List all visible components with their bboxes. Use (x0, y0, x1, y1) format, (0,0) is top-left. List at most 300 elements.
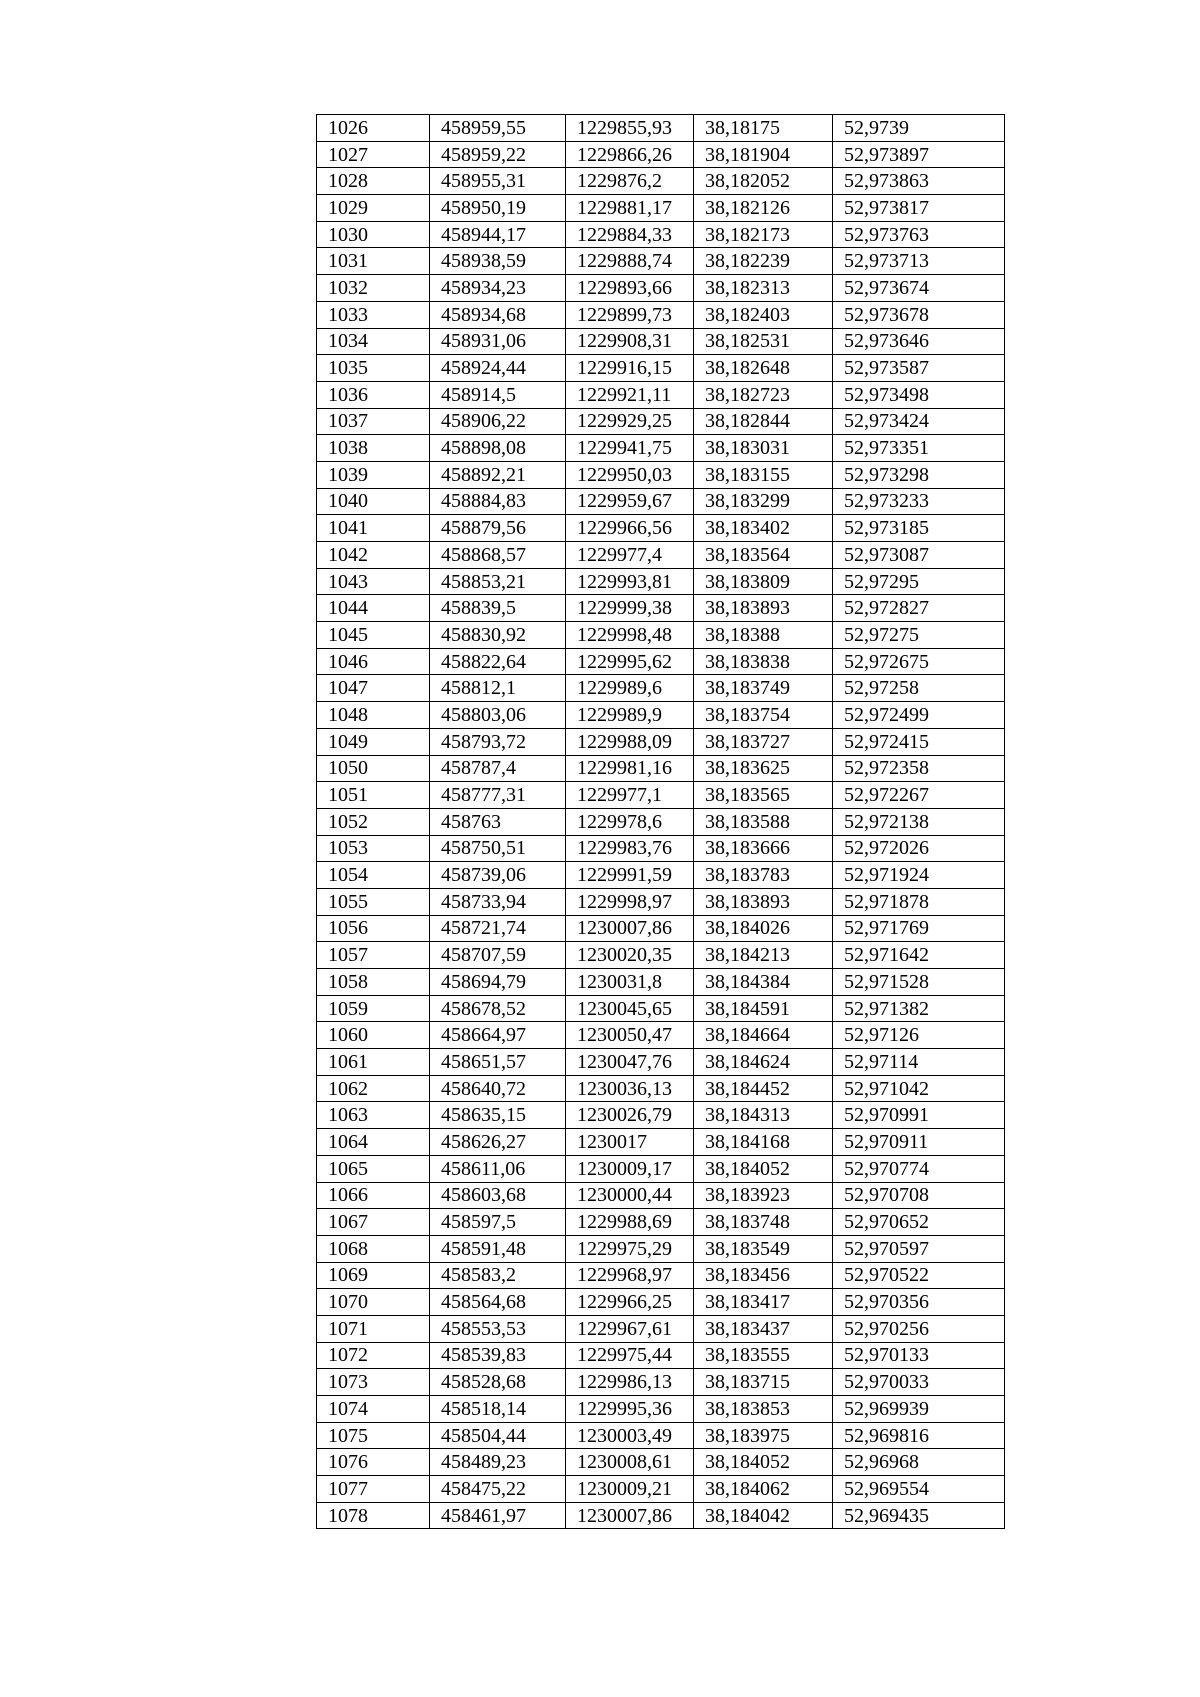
table-row (317, 195, 1005, 222)
y-coordinate-cell: 1230045,65 (566, 995, 694, 1022)
latitude-cell: 52,973185 (833, 515, 1005, 542)
table-row (317, 1502, 1005, 1529)
longitude-cell: 38,182531 (694, 328, 833, 355)
y-coordinate-cell: 1229876,2 (566, 168, 694, 195)
longitude-cell: 38,183749 (694, 675, 833, 702)
latitude-cell: 52,969435 (833, 1502, 1005, 1529)
latitude-cell: 52,969554 (833, 1476, 1005, 1503)
x-coordinate-cell: 458750,51 (430, 835, 566, 862)
x-coordinate-cell: 458553,53 (430, 1315, 566, 1342)
table-row (317, 435, 1005, 462)
point-number-cell: 1062 (317, 1075, 430, 1102)
x-coordinate-cell: 458475,22 (430, 1476, 566, 1503)
y-coordinate-cell: 1229978,6 (566, 808, 694, 835)
longitude-cell: 38,183155 (694, 461, 833, 488)
latitude-cell: 52,973298 (833, 461, 1005, 488)
x-coordinate-cell: 458721,74 (430, 915, 566, 942)
x-coordinate-cell: 458938,59 (430, 248, 566, 275)
longitude-cell: 38,184168 (694, 1129, 833, 1156)
latitude-cell: 52,973674 (833, 275, 1005, 302)
point-number-cell: 1050 (317, 755, 430, 782)
table-row (317, 1289, 1005, 1316)
latitude-cell: 52,970356 (833, 1289, 1005, 1316)
y-coordinate-cell: 1229981,16 (566, 755, 694, 782)
table-row (317, 141, 1005, 168)
x-coordinate-cell: 458591,48 (430, 1235, 566, 1262)
point-number-cell: 1066 (317, 1182, 430, 1209)
x-coordinate-cell: 458924,44 (430, 355, 566, 382)
y-coordinate-cell: 1229995,36 (566, 1396, 694, 1423)
latitude-cell: 52,97114 (833, 1049, 1005, 1076)
longitude-cell: 38,184624 (694, 1049, 833, 1076)
latitude-cell: 52,973087 (833, 542, 1005, 569)
table-row (317, 1235, 1005, 1262)
longitude-cell: 38,181904 (694, 141, 833, 168)
y-coordinate-cell: 1230007,86 (566, 915, 694, 942)
point-number-cell: 1026 (317, 115, 430, 142)
latitude-cell: 52,970033 (833, 1369, 1005, 1396)
x-coordinate-cell: 458879,56 (430, 515, 566, 542)
table-row (317, 248, 1005, 275)
latitude-cell: 52,973863 (833, 168, 1005, 195)
x-coordinate-cell: 458787,4 (430, 755, 566, 782)
x-coordinate-cell: 458934,23 (430, 275, 566, 302)
longitude-cell: 38,183893 (694, 595, 833, 622)
table-row (317, 275, 1005, 302)
longitude-cell: 38,182313 (694, 275, 833, 302)
y-coordinate-cell: 1229899,73 (566, 301, 694, 328)
y-coordinate-cell: 1229893,66 (566, 275, 694, 302)
x-coordinate-cell: 458793,72 (430, 728, 566, 755)
y-coordinate-cell: 1230036,13 (566, 1075, 694, 1102)
longitude-cell: 38,183402 (694, 515, 833, 542)
latitude-cell: 52,972499 (833, 702, 1005, 729)
table-row (317, 115, 1005, 142)
point-number-cell: 1054 (317, 862, 430, 889)
y-coordinate-cell: 1229950,03 (566, 461, 694, 488)
table-row (317, 568, 1005, 595)
x-coordinate-cell: 458694,79 (430, 969, 566, 996)
latitude-cell: 52,97258 (833, 675, 1005, 702)
table-row (317, 1155, 1005, 1182)
x-coordinate-cell: 458539,83 (430, 1342, 566, 1369)
longitude-cell: 38,183783 (694, 862, 833, 889)
latitude-cell: 52,970911 (833, 1129, 1005, 1156)
table-row (317, 782, 1005, 809)
latitude-cell: 52,973763 (833, 221, 1005, 248)
point-number-cell: 1047 (317, 675, 430, 702)
y-coordinate-cell: 1229888,74 (566, 248, 694, 275)
longitude-cell: 38,183715 (694, 1369, 833, 1396)
x-coordinate-cell: 458906,22 (430, 408, 566, 435)
latitude-cell: 52,970522 (833, 1262, 1005, 1289)
latitude-cell: 52,969816 (833, 1422, 1005, 1449)
longitude-cell: 38,184591 (694, 995, 833, 1022)
x-coordinate-cell: 458959,55 (430, 115, 566, 142)
latitude-cell: 52,973897 (833, 141, 1005, 168)
longitude-cell: 38,183748 (694, 1209, 833, 1236)
y-coordinate-cell: 1229977,4 (566, 542, 694, 569)
table-row (317, 1129, 1005, 1156)
latitude-cell: 52,973646 (833, 328, 1005, 355)
x-coordinate-cell: 458597,5 (430, 1209, 566, 1236)
latitude-cell: 52,972026 (833, 835, 1005, 862)
x-coordinate-cell: 458528,68 (430, 1369, 566, 1396)
longitude-cell: 38,183893 (694, 888, 833, 915)
point-number-cell: 1049 (317, 728, 430, 755)
longitude-cell: 38,183727 (694, 728, 833, 755)
point-number-cell: 1072 (317, 1342, 430, 1369)
point-number-cell: 1046 (317, 648, 430, 675)
y-coordinate-cell: 1229941,75 (566, 435, 694, 462)
y-coordinate-cell: 1229993,81 (566, 568, 694, 595)
table-row (317, 1182, 1005, 1209)
table-row (317, 1342, 1005, 1369)
point-number-cell: 1060 (317, 1022, 430, 1049)
x-coordinate-cell: 458489,23 (430, 1449, 566, 1476)
longitude-cell: 38,184313 (694, 1102, 833, 1129)
point-number-cell: 1034 (317, 328, 430, 355)
latitude-cell: 52,971528 (833, 969, 1005, 996)
x-coordinate-cell: 458733,94 (430, 888, 566, 915)
y-coordinate-cell: 1229988,09 (566, 728, 694, 755)
longitude-cell: 38,182723 (694, 381, 833, 408)
x-coordinate-cell: 458518,14 (430, 1396, 566, 1423)
point-number-cell: 1061 (317, 1049, 430, 1076)
longitude-cell: 38,183299 (694, 488, 833, 515)
table-row (317, 461, 1005, 488)
table-row (317, 328, 1005, 355)
x-coordinate-cell: 458739,06 (430, 862, 566, 889)
y-coordinate-cell: 1229989,6 (566, 675, 694, 702)
table-row (317, 622, 1005, 649)
y-coordinate-cell: 1229999,38 (566, 595, 694, 622)
x-coordinate-cell: 458853,21 (430, 568, 566, 595)
latitude-cell: 52,971382 (833, 995, 1005, 1022)
latitude-cell: 52,971878 (833, 888, 1005, 915)
point-number-cell: 1041 (317, 515, 430, 542)
y-coordinate-cell: 1229959,67 (566, 488, 694, 515)
longitude-cell: 38,183666 (694, 835, 833, 862)
latitude-cell: 52,973233 (833, 488, 1005, 515)
latitude-cell: 52,971769 (833, 915, 1005, 942)
y-coordinate-cell: 1229983,76 (566, 835, 694, 862)
table-row (317, 888, 1005, 915)
point-number-cell: 1028 (317, 168, 430, 195)
point-number-cell: 1059 (317, 995, 430, 1022)
table-row (317, 1075, 1005, 1102)
latitude-cell: 52,972358 (833, 755, 1005, 782)
latitude-cell: 52,973678 (833, 301, 1005, 328)
point-number-cell: 1031 (317, 248, 430, 275)
longitude-cell: 38,182126 (694, 195, 833, 222)
x-coordinate-cell: 458944,17 (430, 221, 566, 248)
table-row (317, 408, 1005, 435)
point-number-cell: 1064 (317, 1129, 430, 1156)
point-number-cell: 1067 (317, 1209, 430, 1236)
longitude-cell: 38,18388 (694, 622, 833, 649)
latitude-cell: 52,970597 (833, 1235, 1005, 1262)
table-row (317, 942, 1005, 969)
table-row (317, 355, 1005, 382)
point-number-cell: 1030 (317, 221, 430, 248)
longitude-cell: 38,182403 (694, 301, 833, 328)
point-number-cell: 1063 (317, 1102, 430, 1129)
y-coordinate-cell: 1230031,8 (566, 969, 694, 996)
latitude-cell: 52,96968 (833, 1449, 1005, 1476)
longitude-cell: 38,184052 (694, 1449, 833, 1476)
table-row (317, 1476, 1005, 1503)
table-row (317, 862, 1005, 889)
table-row (317, 595, 1005, 622)
y-coordinate-cell: 1229966,25 (566, 1289, 694, 1316)
latitude-cell: 52,971042 (833, 1075, 1005, 1102)
table-row (317, 755, 1005, 782)
latitude-cell: 52,970256 (833, 1315, 1005, 1342)
y-coordinate-cell: 1229975,29 (566, 1235, 694, 1262)
latitude-cell: 52,972138 (833, 808, 1005, 835)
latitude-cell: 52,970991 (833, 1102, 1005, 1129)
x-coordinate-cell: 458626,27 (430, 1129, 566, 1156)
longitude-cell: 38,183809 (694, 568, 833, 595)
point-number-cell: 1055 (317, 888, 430, 915)
y-coordinate-cell: 1230050,47 (566, 1022, 694, 1049)
latitude-cell: 52,973587 (833, 355, 1005, 382)
x-coordinate-cell: 458707,59 (430, 942, 566, 969)
longitude-cell: 38,184384 (694, 969, 833, 996)
point-number-cell: 1029 (317, 195, 430, 222)
point-number-cell: 1078 (317, 1502, 430, 1529)
x-coordinate-cell: 458839,5 (430, 595, 566, 622)
point-number-cell: 1071 (317, 1315, 430, 1342)
longitude-cell: 38,183417 (694, 1289, 833, 1316)
point-number-cell: 1053 (317, 835, 430, 862)
point-number-cell: 1037 (317, 408, 430, 435)
latitude-cell: 52,973351 (833, 435, 1005, 462)
latitude-cell: 52,97275 (833, 622, 1005, 649)
point-number-cell: 1075 (317, 1422, 430, 1449)
point-number-cell: 1035 (317, 355, 430, 382)
y-coordinate-cell: 1230007,86 (566, 1502, 694, 1529)
point-number-cell: 1027 (317, 141, 430, 168)
longitude-cell: 38,183555 (694, 1342, 833, 1369)
longitude-cell: 38,182648 (694, 355, 833, 382)
x-coordinate-cell: 458868,57 (430, 542, 566, 569)
point-number-cell: 1073 (317, 1369, 430, 1396)
x-coordinate-cell: 458603,68 (430, 1182, 566, 1209)
longitude-cell: 38,184026 (694, 915, 833, 942)
longitude-cell: 38,183923 (694, 1182, 833, 1209)
x-coordinate-cell: 458959,22 (430, 141, 566, 168)
x-coordinate-cell: 458651,57 (430, 1049, 566, 1076)
y-coordinate-cell: 1229975,44 (566, 1342, 694, 1369)
y-coordinate-cell: 1229908,31 (566, 328, 694, 355)
table-row (317, 1209, 1005, 1236)
latitude-cell: 52,973713 (833, 248, 1005, 275)
x-coordinate-cell: 458822,64 (430, 648, 566, 675)
y-coordinate-cell: 1229989,9 (566, 702, 694, 729)
y-coordinate-cell: 1229967,61 (566, 1315, 694, 1342)
latitude-cell: 52,970133 (833, 1342, 1005, 1369)
point-number-cell: 1068 (317, 1235, 430, 1262)
longitude-cell: 38,184664 (694, 1022, 833, 1049)
point-number-cell: 1045 (317, 622, 430, 649)
longitude-cell: 38,182844 (694, 408, 833, 435)
longitude-cell: 38,184042 (694, 1502, 833, 1529)
latitude-cell: 52,970652 (833, 1209, 1005, 1236)
latitude-cell: 52,970774 (833, 1155, 1005, 1182)
x-coordinate-cell: 458564,68 (430, 1289, 566, 1316)
y-coordinate-cell: 1230000,44 (566, 1182, 694, 1209)
point-number-cell: 1057 (317, 942, 430, 969)
y-coordinate-cell: 1229929,25 (566, 408, 694, 435)
longitude-cell: 38,182052 (694, 168, 833, 195)
y-coordinate-cell: 1229991,59 (566, 862, 694, 889)
longitude-cell: 38,183588 (694, 808, 833, 835)
longitude-cell: 38,18175 (694, 115, 833, 142)
x-coordinate-cell: 458777,31 (430, 782, 566, 809)
longitude-cell: 38,183564 (694, 542, 833, 569)
latitude-cell: 52,97295 (833, 568, 1005, 595)
x-coordinate-cell: 458803,06 (430, 702, 566, 729)
x-coordinate-cell: 458611,06 (430, 1155, 566, 1182)
longitude-cell: 38,183437 (694, 1315, 833, 1342)
y-coordinate-cell: 1229881,17 (566, 195, 694, 222)
point-number-cell: 1070 (317, 1289, 430, 1316)
y-coordinate-cell: 1230047,76 (566, 1049, 694, 1076)
y-coordinate-cell: 1230008,61 (566, 1449, 694, 1476)
x-coordinate-cell: 458461,97 (430, 1502, 566, 1529)
y-coordinate-cell: 1229866,26 (566, 141, 694, 168)
x-coordinate-cell: 458830,92 (430, 622, 566, 649)
y-coordinate-cell: 1229966,56 (566, 515, 694, 542)
longitude-cell: 38,183975 (694, 1422, 833, 1449)
y-coordinate-cell: 1229855,93 (566, 115, 694, 142)
point-number-cell: 1077 (317, 1476, 430, 1503)
longitude-cell: 38,183031 (694, 435, 833, 462)
table-row (317, 1369, 1005, 1396)
point-number-cell: 1036 (317, 381, 430, 408)
table-row (317, 1262, 1005, 1289)
x-coordinate-cell: 458664,97 (430, 1022, 566, 1049)
y-coordinate-cell: 1229921,11 (566, 381, 694, 408)
table-row (317, 542, 1005, 569)
latitude-cell: 52,972415 (833, 728, 1005, 755)
table-row (317, 515, 1005, 542)
y-coordinate-cell: 1230026,79 (566, 1102, 694, 1129)
point-number-cell: 1069 (317, 1262, 430, 1289)
table-row (317, 1315, 1005, 1342)
longitude-cell: 38,184052 (694, 1155, 833, 1182)
x-coordinate-cell: 458583,2 (430, 1262, 566, 1289)
x-coordinate-cell: 458678,52 (430, 995, 566, 1022)
point-number-cell: 1076 (317, 1449, 430, 1476)
longitude-cell: 38,182239 (694, 248, 833, 275)
latitude-cell: 52,971924 (833, 862, 1005, 889)
latitude-cell: 52,973498 (833, 381, 1005, 408)
latitude-cell: 52,973817 (833, 195, 1005, 222)
table-row (317, 488, 1005, 515)
table-row (317, 675, 1005, 702)
y-coordinate-cell: 1230020,35 (566, 942, 694, 969)
coordinates-table-body (317, 115, 1005, 1529)
point-number-cell: 1065 (317, 1155, 430, 1182)
table-row (317, 648, 1005, 675)
y-coordinate-cell: 1230017 (566, 1129, 694, 1156)
longitude-cell: 38,183838 (694, 648, 833, 675)
table-row (317, 1022, 1005, 1049)
table-row (317, 808, 1005, 835)
y-coordinate-cell: 1229986,13 (566, 1369, 694, 1396)
x-coordinate-cell: 458635,15 (430, 1102, 566, 1129)
x-coordinate-cell: 458892,21 (430, 461, 566, 488)
table-row (317, 381, 1005, 408)
y-coordinate-cell: 1229995,62 (566, 648, 694, 675)
latitude-cell: 52,971642 (833, 942, 1005, 969)
x-coordinate-cell: 458950,19 (430, 195, 566, 222)
x-coordinate-cell: 458934,68 (430, 301, 566, 328)
x-coordinate-cell: 458898,08 (430, 435, 566, 462)
point-number-cell: 1032 (317, 275, 430, 302)
latitude-cell: 52,972827 (833, 595, 1005, 622)
x-coordinate-cell: 458763 (430, 808, 566, 835)
x-coordinate-cell: 458640,72 (430, 1075, 566, 1102)
y-coordinate-cell: 1229916,15 (566, 355, 694, 382)
y-coordinate-cell: 1229884,33 (566, 221, 694, 248)
latitude-cell: 52,9739 (833, 115, 1005, 142)
longitude-cell: 38,184452 (694, 1075, 833, 1102)
longitude-cell: 38,183754 (694, 702, 833, 729)
table-row (317, 301, 1005, 328)
y-coordinate-cell: 1229977,1 (566, 782, 694, 809)
table-row (317, 1102, 1005, 1129)
table-row (317, 835, 1005, 862)
table-row (317, 1422, 1005, 1449)
x-coordinate-cell: 458914,5 (430, 381, 566, 408)
point-number-cell: 1033 (317, 301, 430, 328)
point-number-cell: 1042 (317, 542, 430, 569)
table-row (317, 915, 1005, 942)
latitude-cell: 52,972267 (833, 782, 1005, 809)
y-coordinate-cell: 1229998,48 (566, 622, 694, 649)
longitude-cell: 38,183853 (694, 1396, 833, 1423)
y-coordinate-cell: 1229998,97 (566, 888, 694, 915)
x-coordinate-cell: 458884,83 (430, 488, 566, 515)
point-number-cell: 1074 (317, 1396, 430, 1423)
longitude-cell: 38,184062 (694, 1476, 833, 1503)
x-coordinate-cell: 458812,1 (430, 675, 566, 702)
table-row (317, 995, 1005, 1022)
longitude-cell: 38,183625 (694, 755, 833, 782)
table-row (317, 702, 1005, 729)
x-coordinate-cell: 458955,31 (430, 168, 566, 195)
point-number-cell: 1039 (317, 461, 430, 488)
longitude-cell: 38,182173 (694, 221, 833, 248)
y-coordinate-cell: 1229988,69 (566, 1209, 694, 1236)
longitude-cell: 38,183456 (694, 1262, 833, 1289)
point-number-cell: 1044 (317, 595, 430, 622)
longitude-cell: 38,183565 (694, 782, 833, 809)
x-coordinate-cell: 458504,44 (430, 1422, 566, 1449)
table-row (317, 728, 1005, 755)
longitude-cell: 38,184213 (694, 942, 833, 969)
latitude-cell: 52,970708 (833, 1182, 1005, 1209)
latitude-cell: 52,973424 (833, 408, 1005, 435)
latitude-cell: 52,97126 (833, 1022, 1005, 1049)
table-row (317, 221, 1005, 248)
table-row (317, 1049, 1005, 1076)
x-coordinate-cell: 458931,06 (430, 328, 566, 355)
